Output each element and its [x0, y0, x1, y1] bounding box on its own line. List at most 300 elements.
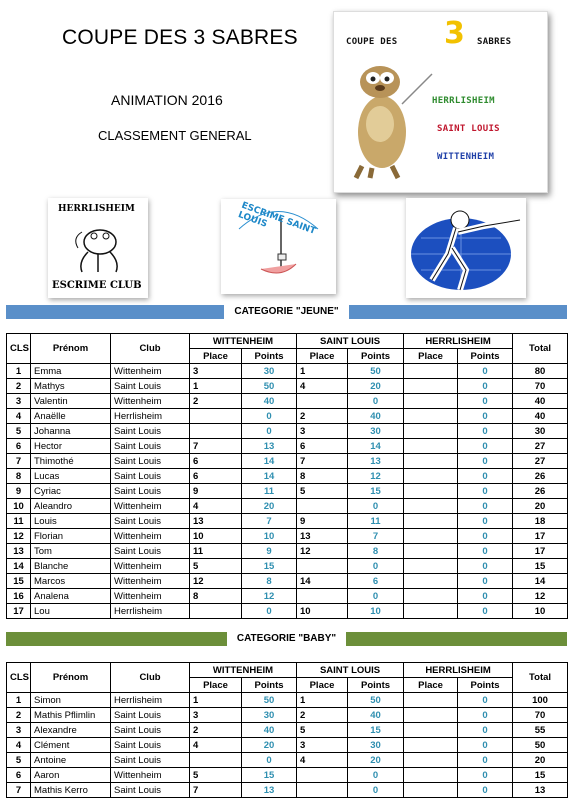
- col-total: Total: [513, 334, 568, 364]
- wittenheim-points-cell: 14: [242, 454, 297, 469]
- total-cell: 26: [513, 484, 568, 499]
- herrlisheim-place-cell: [404, 409, 458, 424]
- herrlisheim-points-cell: 0: [458, 574, 513, 589]
- herrlisheim-place-cell: [404, 469, 458, 484]
- club-cell: Wittenheim: [111, 768, 190, 783]
- table-row: [7, 424, 568, 439]
- saint-louis-points-cell: 6: [348, 574, 404, 589]
- prenom-cell: Mathis Pflimlin: [31, 708, 111, 723]
- poster-club-wittenheim: WITTENHEIM: [437, 152, 495, 162]
- herrlisheim-place-cell: [404, 484, 458, 499]
- total-cell: 17: [513, 529, 568, 544]
- herrlisheim-points-cell: 0: [458, 454, 513, 469]
- herrlisheim-points-cell: 0: [458, 723, 513, 738]
- wittenheim-place-cell: 8: [190, 589, 242, 604]
- saint-louis-place-cell: [297, 559, 348, 574]
- total-cell: 15: [513, 559, 568, 574]
- rank-cell: 7: [7, 783, 31, 798]
- saint-louis-place-cell: 10: [297, 604, 348, 619]
- prenom-cell: Analena: [31, 589, 111, 604]
- saint-louis-place-cell: 14: [297, 574, 348, 589]
- saint-louis-place-cell: 8: [297, 469, 348, 484]
- col-group-wittenheim: WITTENHEIM: [190, 663, 297, 678]
- wittenheim-points-cell: 14: [242, 469, 297, 484]
- herrlisheim-points-cell: 0: [458, 738, 513, 753]
- logo1-top-text: HERRLISHEIM: [58, 204, 135, 214]
- total-cell: 40: [513, 409, 568, 424]
- saint-louis-points-cell: 0: [348, 783, 404, 798]
- table-row: [7, 589, 568, 604]
- saint-louis-points-cell: 15: [348, 723, 404, 738]
- rank-cell: 11: [7, 514, 31, 529]
- herrlisheim-points-cell: 0: [458, 514, 513, 529]
- herrlisheim-points-cell: 0: [458, 544, 513, 559]
- rank-cell: 6: [7, 768, 31, 783]
- wittenheim-points-cell: 13: [242, 783, 297, 798]
- col-club: Club: [111, 334, 190, 364]
- saint-louis-points-cell: 40: [348, 708, 404, 723]
- rank-cell: 3: [7, 723, 31, 738]
- rank-cell: 8: [7, 469, 31, 484]
- col-points: Points: [458, 678, 513, 693]
- prenom-cell: Johanna: [31, 424, 111, 439]
- prenom-cell: Clément: [31, 738, 111, 753]
- fencer-globe-icon: [406, 198, 526, 298]
- escrime-saint-louis-logo: [221, 199, 336, 294]
- rank-cell: 15: [7, 574, 31, 589]
- table-row: [7, 469, 568, 484]
- wittenheim-points-cell: 13: [242, 439, 297, 454]
- prenom-cell: Antoine: [31, 753, 111, 768]
- club-cell: Saint Louis: [111, 514, 190, 529]
- wittenheim-points-cell: 0: [242, 753, 297, 768]
- rank-cell: 14: [7, 559, 31, 574]
- table-row: [7, 604, 568, 619]
- logo1-bottom-text: ESCRIME CLUB: [52, 280, 142, 291]
- herrlisheim-place-cell: [404, 499, 458, 514]
- table-row: [7, 379, 568, 394]
- prenom-cell: Lucas: [31, 469, 111, 484]
- wittenheim-place-cell: [190, 753, 242, 768]
- col-group-wittenheim: WITTENHEIM: [190, 334, 297, 349]
- rank-cell: 4: [7, 738, 31, 753]
- table-row: [7, 394, 568, 409]
- herrlisheim-points-cell: 0: [458, 394, 513, 409]
- prenom-cell: Mathis Kerro: [31, 783, 111, 798]
- total-cell: 10: [513, 604, 568, 619]
- herrlisheim-place-cell: [404, 604, 458, 619]
- club-cell: Wittenheim: [111, 529, 190, 544]
- col-cls: CLS: [7, 663, 31, 693]
- event-subtitle: ANIMATION 2016: [111, 92, 223, 108]
- wittenheim-points-cell: 30: [242, 708, 297, 723]
- table-row: [7, 738, 568, 753]
- wittenheim-points-cell: 7: [242, 514, 297, 529]
- rank-cell: 4: [7, 409, 31, 424]
- rank-cell: 1: [7, 364, 31, 379]
- prenom-cell: Thimothé: [31, 454, 111, 469]
- herrlisheim-points-cell: 0: [458, 559, 513, 574]
- club-cell: Saint Louis: [111, 469, 190, 484]
- herrlisheim-place-cell: [404, 559, 458, 574]
- table-row: [7, 529, 568, 544]
- wittenheim-place-cell: 4: [190, 499, 242, 514]
- club-cell: Saint Louis: [111, 484, 190, 499]
- wittenheim-place-cell: 5: [190, 768, 242, 783]
- saint-louis-place-cell: 6: [297, 439, 348, 454]
- prenom-cell: Anaëlle: [31, 409, 111, 424]
- category-baby-label: CATEGORIE "BABY": [227, 632, 346, 646]
- saint-louis-place-cell: 4: [297, 753, 348, 768]
- club-cell: Saint Louis: [111, 454, 190, 469]
- total-cell: 13: [513, 783, 568, 798]
- total-cell: 80: [513, 364, 568, 379]
- saint-louis-place-cell: 4: [297, 379, 348, 394]
- wittenheim-points-cell: 40: [242, 394, 297, 409]
- poster-text-3: 3: [444, 16, 466, 51]
- total-cell: 17: [513, 544, 568, 559]
- page-title: COUPE DES 3 SABRES: [62, 26, 298, 49]
- saint-louis-points-cell: 7: [348, 529, 404, 544]
- total-cell: 27: [513, 454, 568, 469]
- table-row: [7, 708, 568, 723]
- prenom-cell: Aaron: [31, 768, 111, 783]
- col-place: Place: [190, 678, 242, 693]
- saint-louis-points-cell: 50: [348, 364, 404, 379]
- total-cell: 70: [513, 708, 568, 723]
- club-cell: Herrlisheim: [111, 409, 190, 424]
- prenom-cell: Lou: [31, 604, 111, 619]
- wittenheim-points-cell: 0: [242, 409, 297, 424]
- prenom-cell: Valentin: [31, 394, 111, 409]
- col-prenom: Prénom: [31, 663, 111, 693]
- saint-louis-place-cell: 3: [297, 424, 348, 439]
- saint-louis-place-cell: 5: [297, 484, 348, 499]
- herrlisheim-escrime-club-logo: [48, 198, 148, 298]
- table-row: [7, 544, 568, 559]
- rank-cell: 6: [7, 439, 31, 454]
- herrlisheim-points-cell: 0: [458, 439, 513, 454]
- club-cell: Wittenheim: [111, 559, 190, 574]
- wittenheim-place-cell: 1: [190, 693, 242, 708]
- saint-louis-points-cell: 0: [348, 768, 404, 783]
- prenom-cell: Blanche: [31, 559, 111, 574]
- wittenheim-points-cell: 30: [242, 364, 297, 379]
- herrlisheim-place-cell: [404, 364, 458, 379]
- club-cell: Wittenheim: [111, 364, 190, 379]
- rank-cell: 12: [7, 529, 31, 544]
- total-cell: 12: [513, 589, 568, 604]
- wittenheim-place-cell: 5: [190, 559, 242, 574]
- poster-club-saint-louis: SAINT LOUIS: [437, 124, 500, 134]
- prenom-cell: Simon: [31, 693, 111, 708]
- total-cell: 100: [513, 693, 568, 708]
- prenom-cell: Florian: [31, 529, 111, 544]
- herrlisheim-place-cell: [404, 454, 458, 469]
- saint-louis-points-cell: 20: [348, 379, 404, 394]
- table-row: [7, 768, 568, 783]
- herrlisheim-place-cell: [404, 529, 458, 544]
- club-cell: Wittenheim: [111, 499, 190, 514]
- wittenheim-place-cell: 12: [190, 574, 242, 589]
- wittenheim-points-cell: 20: [242, 738, 297, 753]
- wittenheim-points-cell: 9: [242, 544, 297, 559]
- total-cell: 15: [513, 768, 568, 783]
- saint-louis-place-cell: 7: [297, 454, 348, 469]
- col-club: Club: [111, 663, 190, 693]
- col-group-herrlisheim: HERRLISHEIM: [404, 334, 513, 349]
- rank-cell: 10: [7, 499, 31, 514]
- total-cell: 30: [513, 424, 568, 439]
- saint-louis-place-cell: 2: [297, 409, 348, 424]
- herrlisheim-place-cell: [404, 783, 458, 798]
- col-place: Place: [404, 678, 458, 693]
- rank-cell: 16: [7, 589, 31, 604]
- club-cell: Saint Louis: [111, 708, 190, 723]
- rank-cell: 13: [7, 544, 31, 559]
- club-cell: Saint Louis: [111, 424, 190, 439]
- col-group-saint-louis: SAINT LOUIS: [297, 663, 404, 678]
- wittenheim-points-cell: 10: [242, 529, 297, 544]
- poster-text-coupe: COUPE DES: [346, 37, 398, 47]
- herrlisheim-points-cell: 0: [458, 708, 513, 723]
- prenom-cell: Mathys: [31, 379, 111, 394]
- herrlisheim-place-cell: [404, 589, 458, 604]
- col-place: Place: [190, 349, 242, 364]
- sloth-illustration: [342, 54, 434, 180]
- wittenheim-place-cell: 7: [190, 783, 242, 798]
- wittenheim-place-cell: 6: [190, 454, 242, 469]
- herrlisheim-points-cell: 0: [458, 604, 513, 619]
- saint-louis-points-cell: 13: [348, 454, 404, 469]
- herrlisheim-place-cell: [404, 693, 458, 708]
- club-cell: Saint Louis: [111, 439, 190, 454]
- saint-louis-points-cell: 8: [348, 544, 404, 559]
- herrlisheim-points-cell: 0: [458, 589, 513, 604]
- total-cell: 70: [513, 379, 568, 394]
- col-place: Place: [297, 678, 348, 693]
- club-cell: Wittenheim: [111, 394, 190, 409]
- table-row: [7, 783, 568, 798]
- wittenheim-place-cell: [190, 604, 242, 619]
- rank-cell: 3: [7, 394, 31, 409]
- total-cell: 27: [513, 439, 568, 454]
- herrlisheim-place-cell: [404, 439, 458, 454]
- wittenheim-place-cell: 2: [190, 394, 242, 409]
- saint-louis-place-cell: 12: [297, 544, 348, 559]
- herrlisheim-points-cell: 0: [458, 753, 513, 768]
- prenom-cell: Marcos: [31, 574, 111, 589]
- logo2-text: ESCRIME SAINT LOUIS: [236, 200, 317, 237]
- herrlisheim-place-cell: [404, 768, 458, 783]
- saint-louis-points-cell: 11: [348, 514, 404, 529]
- prenom-cell: Hector: [31, 439, 111, 454]
- herrlisheim-place-cell: [404, 753, 458, 768]
- table-row: [7, 574, 568, 589]
- poster-image: [333, 11, 548, 193]
- wittenheim-place-cell: 2: [190, 723, 242, 738]
- prenom-cell: Alexandre: [31, 723, 111, 738]
- club-cell: Saint Louis: [111, 379, 190, 394]
- wittenheim-place-cell: 3: [190, 364, 242, 379]
- herrlisheim-points-cell: 0: [458, 364, 513, 379]
- col-points: Points: [348, 349, 404, 364]
- wittenheim-place-cell: 7: [190, 439, 242, 454]
- total-cell: 40: [513, 394, 568, 409]
- herrlisheim-place-cell: [404, 574, 458, 589]
- herrlisheim-place-cell: [404, 544, 458, 559]
- club-cell: Saint Louis: [111, 783, 190, 798]
- wittenheim-points-cell: 50: [242, 379, 297, 394]
- wittenheim-points-cell: 15: [242, 559, 297, 574]
- col-group-herrlisheim: HERRLISHEIM: [404, 663, 513, 678]
- club-cell: Herrlisheim: [111, 604, 190, 619]
- wittenheim-points-cell: 0: [242, 604, 297, 619]
- wittenheim-points-cell: 20: [242, 499, 297, 514]
- wittenheim-place-cell: 4: [190, 738, 242, 753]
- herrlisheim-points-cell: 0: [458, 379, 513, 394]
- wittenheim-place-cell: 6: [190, 469, 242, 484]
- total-cell: 14: [513, 574, 568, 589]
- ranking-subtitle: CLASSEMENT GENERAL: [98, 128, 252, 143]
- club-cell: Herrlisheim: [111, 693, 190, 708]
- club-cell: Saint Louis: [111, 723, 190, 738]
- table-row: [7, 499, 568, 514]
- wittenheim-place-cell: [190, 424, 242, 439]
- saint-louis-place-cell: 2: [297, 708, 348, 723]
- rank-cell: 1: [7, 693, 31, 708]
- saint-louis-points-cell: 0: [348, 499, 404, 514]
- rank-cell: 9: [7, 484, 31, 499]
- saint-louis-points-cell: 14: [348, 439, 404, 454]
- table-row: [7, 409, 568, 424]
- total-cell: 26: [513, 469, 568, 484]
- herrlisheim-points-cell: 0: [458, 424, 513, 439]
- total-cell: 55: [513, 723, 568, 738]
- saint-louis-points-cell: 0: [348, 394, 404, 409]
- rank-cell: 17: [7, 604, 31, 619]
- saint-louis-points-cell: 30: [348, 738, 404, 753]
- col-points: Points: [242, 349, 297, 364]
- rank-cell: 5: [7, 424, 31, 439]
- total-cell: 20: [513, 753, 568, 768]
- poster-club-herrlisheim: HERRLISHEIM: [432, 96, 495, 106]
- saint-louis-points-cell: 0: [348, 559, 404, 574]
- table-row: [7, 364, 568, 379]
- table-row: [7, 753, 568, 768]
- wittenheim-fencer-logo: [406, 198, 526, 298]
- saint-louis-points-cell: 12: [348, 469, 404, 484]
- saint-louis-place-cell: [297, 589, 348, 604]
- saint-louis-points-cell: 40: [348, 409, 404, 424]
- col-total: Total: [513, 663, 568, 693]
- wittenheim-points-cell: 11: [242, 484, 297, 499]
- saint-louis-points-cell: 15: [348, 484, 404, 499]
- prenom-cell: Tom: [31, 544, 111, 559]
- prenom-cell: Emma: [31, 364, 111, 379]
- col-points: Points: [348, 678, 404, 693]
- wittenheim-place-cell: 11: [190, 544, 242, 559]
- wittenheim-place-cell: [190, 409, 242, 424]
- total-cell: 50: [513, 738, 568, 753]
- category-jeune-label: CATEGORIE "JEUNE": [224, 305, 348, 319]
- saint-louis-place-cell: 1: [297, 693, 348, 708]
- herrlisheim-points-cell: 0: [458, 693, 513, 708]
- col-prenom: Prénom: [31, 334, 111, 364]
- total-cell: 18: [513, 514, 568, 529]
- table-row: [7, 454, 568, 469]
- herrlisheim-points-cell: 0: [458, 484, 513, 499]
- saint-louis-points-cell: 0: [348, 589, 404, 604]
- col-cls: CLS: [7, 334, 31, 364]
- club-cell: Saint Louis: [111, 544, 190, 559]
- saint-louis-points-cell: 10: [348, 604, 404, 619]
- club-cell: Saint Louis: [111, 738, 190, 753]
- herrlisheim-place-cell: [404, 723, 458, 738]
- saint-louis-place-cell: 13: [297, 529, 348, 544]
- herrlisheim-points-cell: 0: [458, 783, 513, 798]
- results-table-baby: [6, 662, 568, 798]
- rank-cell: 2: [7, 379, 31, 394]
- club-cell: Wittenheim: [111, 589, 190, 604]
- herrlisheim-place-cell: [404, 514, 458, 529]
- table-row: [7, 693, 568, 708]
- poster-text-sabres: SABRES: [477, 37, 512, 47]
- rank-cell: 2: [7, 708, 31, 723]
- saint-louis-points-cell: 50: [348, 693, 404, 708]
- herrlisheim-points-cell: 0: [458, 469, 513, 484]
- category-baby-bar: [6, 632, 567, 646]
- saint-louis-place-cell: 1: [297, 364, 348, 379]
- col-group-saint-louis: SAINT LOUIS: [297, 334, 404, 349]
- herrlisheim-place-cell: [404, 738, 458, 753]
- saint-louis-place-cell: 9: [297, 514, 348, 529]
- col-points: Points: [242, 678, 297, 693]
- herrlisheim-place-cell: [404, 424, 458, 439]
- frog-fencer-icon: [70, 218, 128, 276]
- saint-louis-place-cell: [297, 394, 348, 409]
- table-row: [7, 514, 568, 529]
- herrlisheim-points-cell: 0: [458, 768, 513, 783]
- prenom-cell: Louis: [31, 514, 111, 529]
- club-cell: Saint Louis: [111, 753, 190, 768]
- rank-cell: 5: [7, 753, 31, 768]
- saint-louis-place-cell: [297, 768, 348, 783]
- wittenheim-place-cell: 3: [190, 708, 242, 723]
- saint-louis-place-cell: 5: [297, 723, 348, 738]
- table-row: [7, 484, 568, 499]
- herrlisheim-points-cell: 0: [458, 529, 513, 544]
- herrlisheim-place-cell: [404, 394, 458, 409]
- herrlisheim-place-cell: [404, 379, 458, 394]
- col-place: Place: [404, 349, 458, 364]
- club-cell: Wittenheim: [111, 574, 190, 589]
- wittenheim-points-cell: 50: [242, 693, 297, 708]
- wittenheim-place-cell: 10: [190, 529, 242, 544]
- prenom-cell: Cyriac: [31, 484, 111, 499]
- saint-louis-place-cell: [297, 783, 348, 798]
- wittenheim-points-cell: 0: [242, 424, 297, 439]
- total-cell: 20: [513, 499, 568, 514]
- category-jeune-bar: [6, 305, 567, 319]
- saint-louis-place-cell: 3: [297, 738, 348, 753]
- prenom-cell: Aleandro: [31, 499, 111, 514]
- herrlisheim-points-cell: 0: [458, 409, 513, 424]
- wittenheim-points-cell: 12: [242, 589, 297, 604]
- wittenheim-points-cell: 8: [242, 574, 297, 589]
- wittenheim-place-cell: 9: [190, 484, 242, 499]
- saint-louis-place-cell: [297, 499, 348, 514]
